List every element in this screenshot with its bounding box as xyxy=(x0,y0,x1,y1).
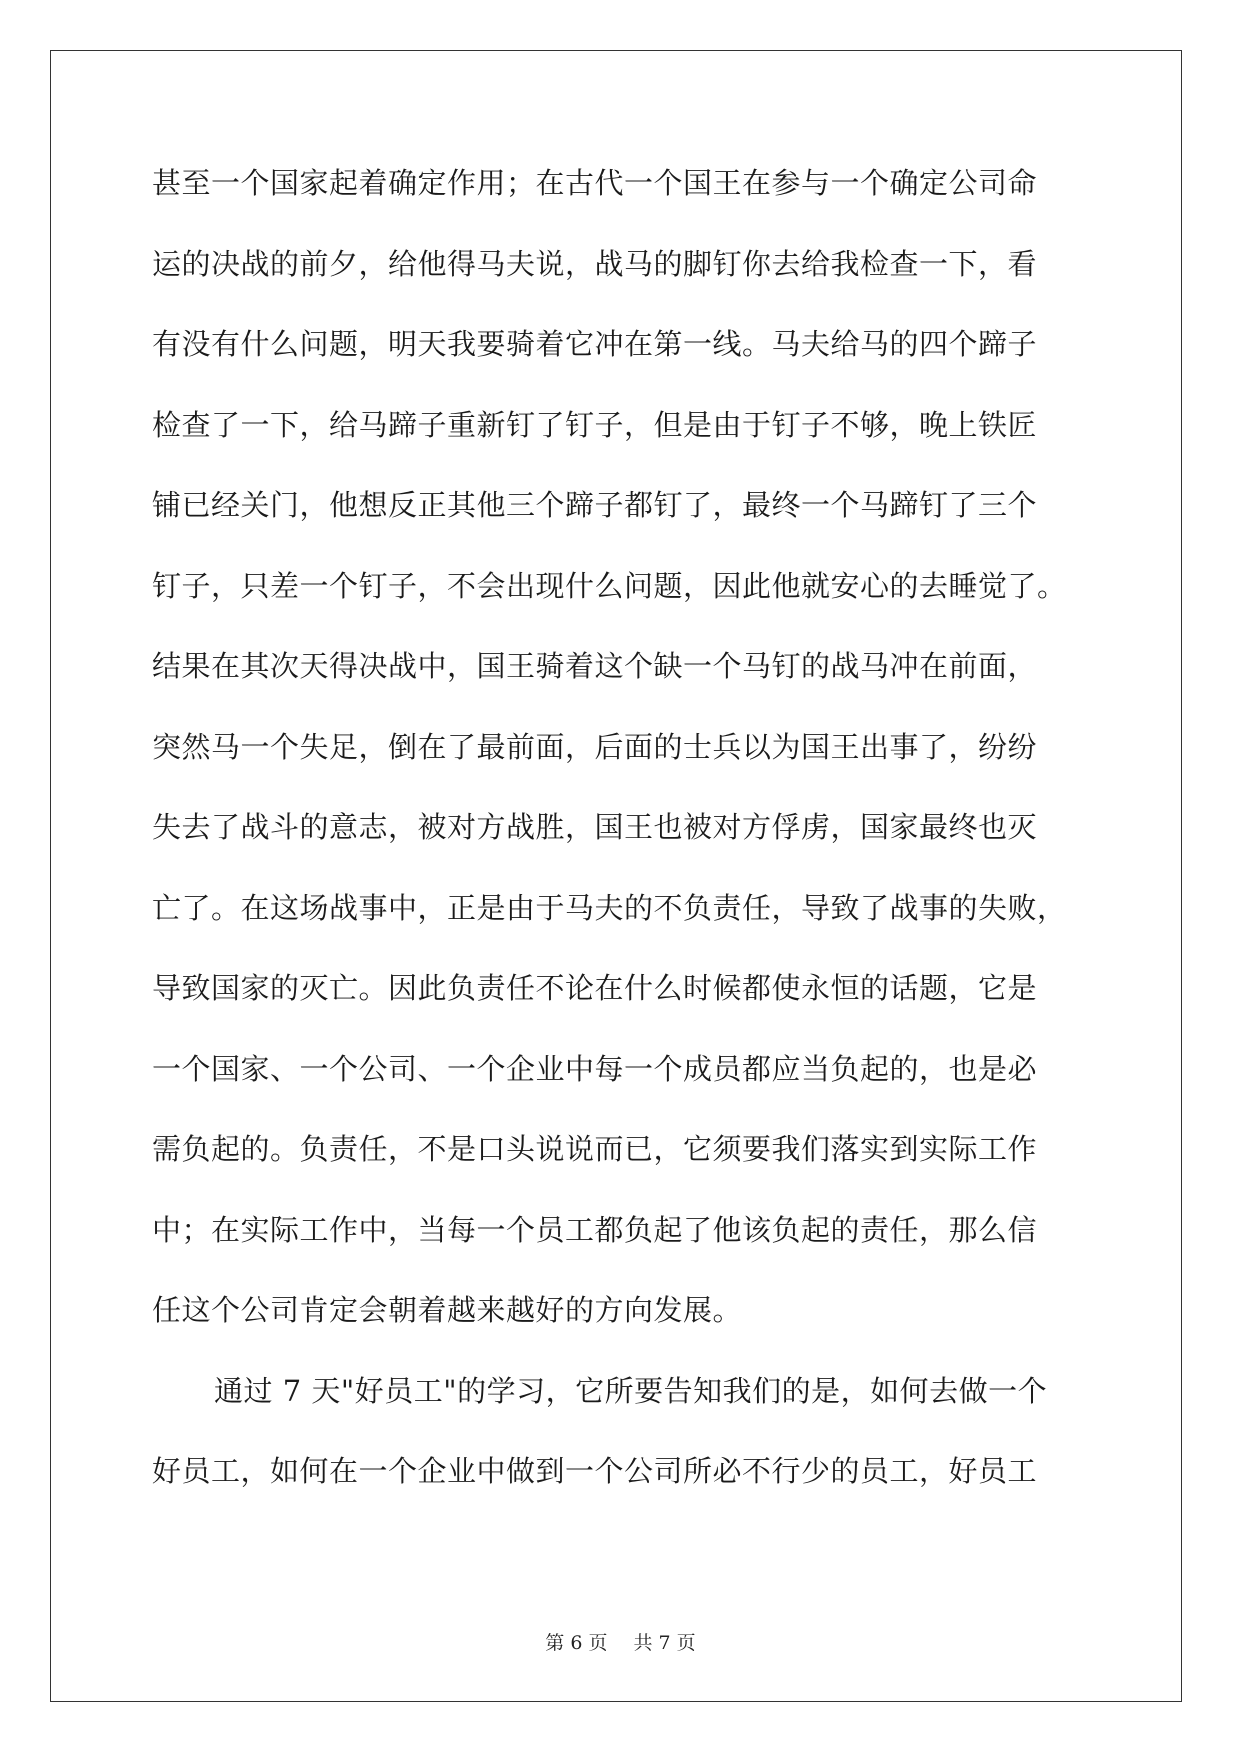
text-line: 甚至一个国家起着确定作用；在古代一个国王在参与一个确定公司命 xyxy=(152,166,1038,200)
text-line: 钉子，只差一个钉子，不会出现什么问题，因此他就安心的去睡觉了。 xyxy=(152,568,1067,603)
text-line: 有没有什么问题，明天我要骑着它冲在第一线。马夫给马的四个蹄子 xyxy=(152,327,1038,361)
text-line: 突然马一个失足，倒在了最前面，后面的士兵以为国王出事了，纷纷 xyxy=(152,729,1038,764)
text-line: 一个国家、一个公司、一个企业中每一个成员都应当负起的，也是必 xyxy=(152,1051,1038,1086)
text-line: 好员工，如何在一个企业中做到一个公司所必不行少的员工，好员工 xyxy=(152,1454,1038,1488)
text-line: 任这个公司肯定会朝着越来越好的方向发展。 xyxy=(152,1293,743,1327)
text-line: 结果在其次天得决战中，国王骑着这个缺一个马钉的战马冲在前面， xyxy=(152,649,1038,683)
page-total: 共 7 页 xyxy=(633,1632,696,1654)
page-number: 第 6 页 xyxy=(545,1632,608,1654)
text-line: 中；在实际工作中，当每一个员工都负起了他该负起的责任，那么信 xyxy=(152,1212,1038,1247)
text-line: 检查了一下，给马蹄子重新钉了钉子，但是由于钉子不够，晚上铁匠 xyxy=(152,407,1038,442)
page-footer xyxy=(0,1628,1241,1655)
text-line: 失去了战斗的意志，被对方战胜，国王也被对方俘虏，国家最终也灭 xyxy=(152,810,1038,844)
text-line-indented: 通过 7 天"好员工"的学习，它所要告知我们的是，如何去做一个 xyxy=(214,1373,1048,1408)
text-line: 需负起的。负责任，不是口头说说而已，它须要我们落实到实际工作 xyxy=(152,1132,1038,1166)
text-line: 运的决战的前夕，给他得马夫说，战马的脚钉你去给我检查一下，看 xyxy=(152,246,1038,281)
text-line: 铺已经关门，他想反正其他三个蹄子都钉了，最终一个马蹄钉了三个 xyxy=(152,488,1038,522)
document-body xyxy=(152,154,1092,1523)
text-line: 亡了。在这场战事中，正是由于马夫的不负责任，导致了战事的失败， xyxy=(152,890,1067,925)
text-line: 导致国家的灭亡。因此负责任不论在什么时候都使永恒的话题，它是 xyxy=(152,971,1038,1005)
